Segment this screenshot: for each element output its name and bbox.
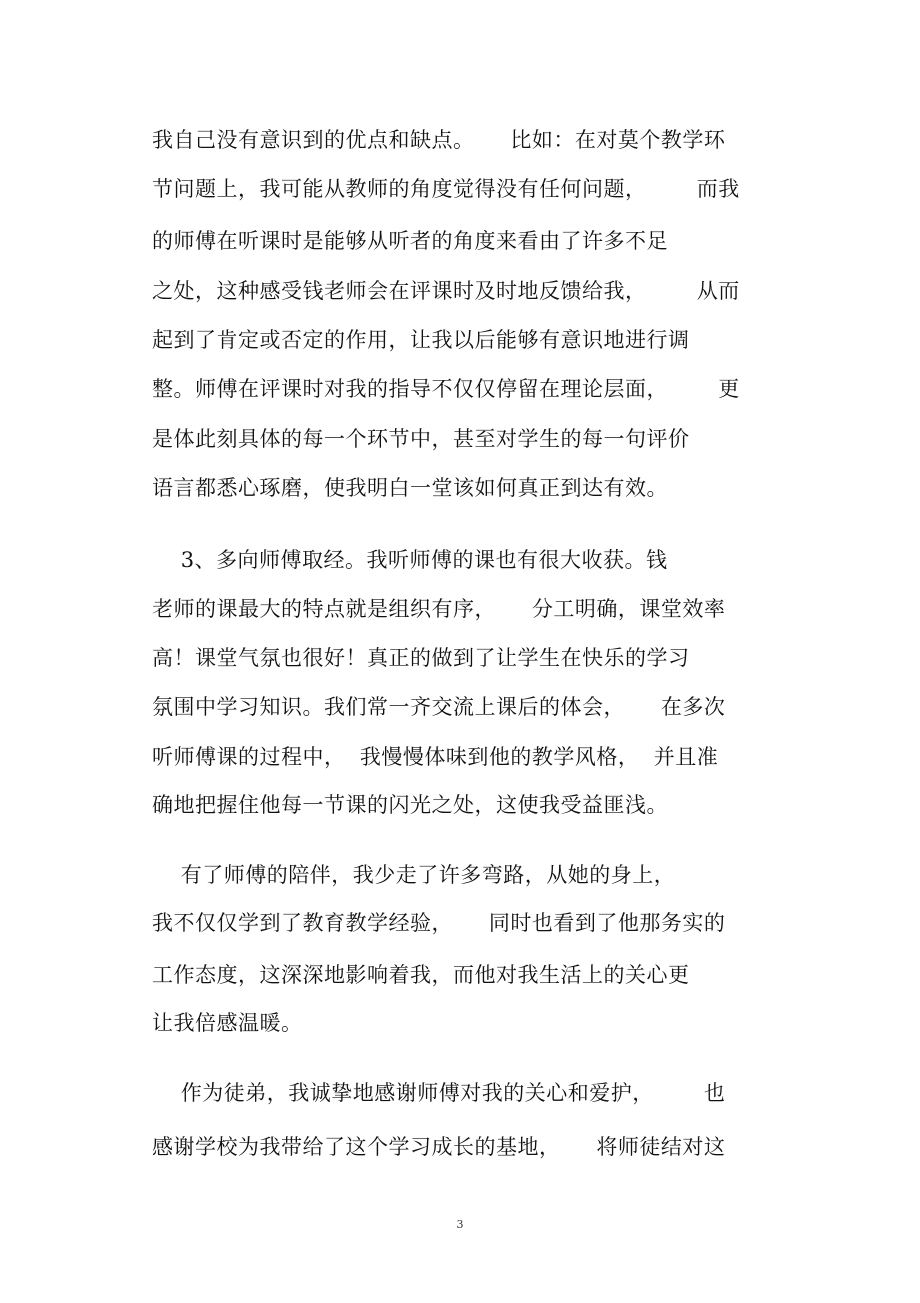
paragraph-2-line-4: 氛围中学习知识。我们常一齐交流上课后的体会， 在多次	[152, 695, 726, 719]
paragraph-1-line-8: 语言都悉心琢磨，使我明白一堂该如何真正到达有效。	[152, 476, 668, 500]
paragraph-1-line-5: 起到了肯定或否定的作用，让我以后能够有意识地进行调	[152, 328, 690, 352]
paragraph-3-line-1: 有了师傅的陪伴，我少走了许多弯路，从她的身上，	[152, 863, 676, 887]
paragraph-1-line-6: 整。师傅在评课时对我的指导不仅仅停留在理论层面， 更	[152, 377, 740, 401]
paragraph-1-line-7: 是体此刻具体的每一个环节中，甚至对学生的每一句评价	[152, 427, 690, 451]
paragraph-1-line-1: 我自己没有意识到的优点和缺点。 比如：在对莫个教学环	[152, 128, 726, 152]
paragraph-4-line-2: 感谢学校为我带给了这个学习成长的基地， 将师徒结对这	[152, 1135, 726, 1159]
paragraph-3-line-3: 工作态度，这深深地影响着我，而他对我生活上的关心更	[152, 963, 690, 987]
paragraph-3-line-4: 让我倍感温暖。	[152, 1011, 303, 1035]
paragraph-1-line-3: 的师傅在听课时是能够从听者的角度来看由了许多不足	[152, 229, 668, 253]
paragraph-2-line-5: 听师傅课的过程中， 我慢慢体味到他的教学风格， 并且准	[152, 745, 719, 769]
paragraph-2-line-6: 确地把握住他每一节课的闪光之处，这使我受益匪浅。	[152, 793, 668, 817]
paragraph-2-line-1: 3、多向师傅取经。我听师傅的课也有很大收获。钱	[152, 548, 668, 572]
paragraph-4-line-1: 作为徒弟，我诚挚地感谢师傅对我的关心和爱护， 也	[152, 1081, 726, 1105]
paragraph-2-line-3: 高！课堂气氛也很好！真正的做到了让学生在快乐的学习	[152, 646, 690, 670]
paragraph-1-line-4: 之处，这种感受钱老师会在评课时及时地反馈给我， 从而	[152, 279, 740, 303]
page-number: 3	[456, 1218, 464, 1231]
paragraph-2-line-2: 老师的课最大的特点就是组织有序， 分工明确，课堂效率	[152, 597, 726, 621]
paragraph-3-line-2: 我不仅仅学到了教育教学经验， 同时也看到了他那务实的	[152, 911, 726, 935]
paragraph-1-line-2: 节问题上，我可能从教师的角度觉得没有任何问题， 而我	[152, 177, 740, 201]
